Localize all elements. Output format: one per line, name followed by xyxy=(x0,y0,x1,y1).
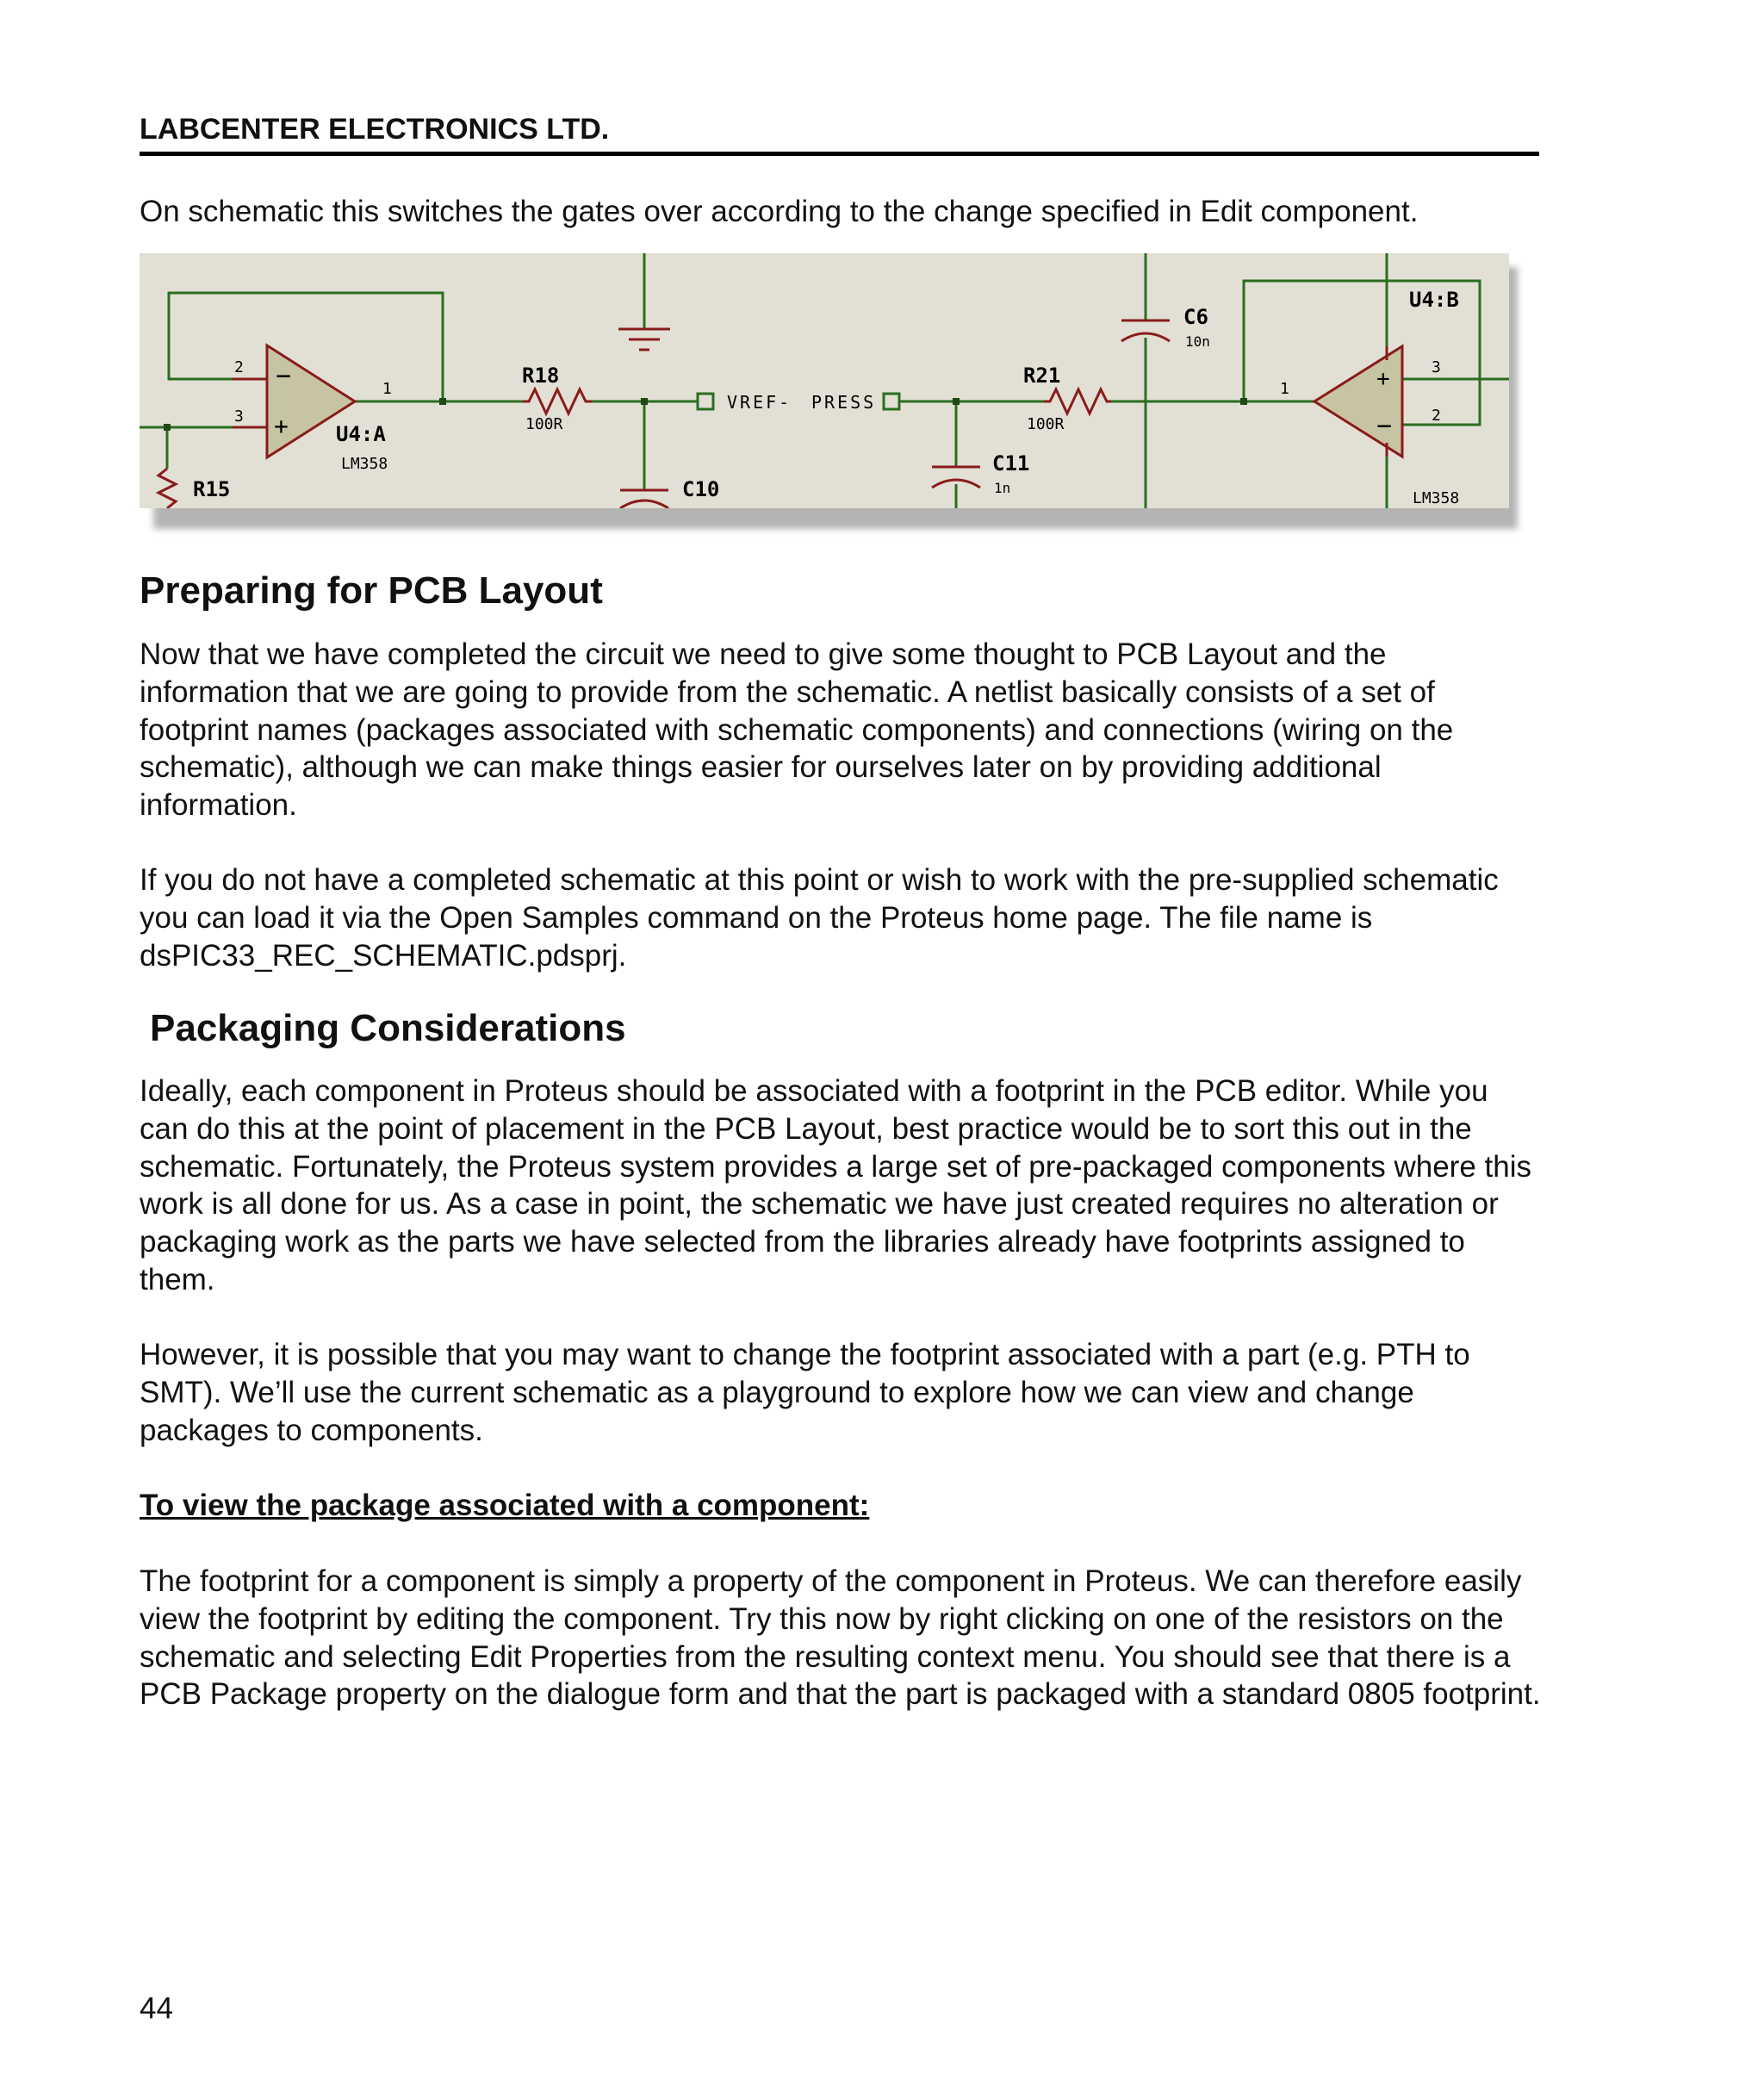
c6-label: C6 xyxy=(1183,305,1208,329)
section-title-pcb-layout: Preparing for PCB Layout xyxy=(140,569,603,612)
pin-label: 3 xyxy=(1432,358,1441,376)
junction xyxy=(1240,398,1247,405)
paragraph: Ideally, each component in Proteus should be associated with a footprint in the PCB editor. While you can do this at the point of placement in the PCB Layout, best practice would be to sort this out in the schematic. Fortunately, the Proteus system provides a large set of pre-packaged components where this work is all done for us. As a case in point, the schematic we have just created requires no alteration or packaging work as the parts we have selected from the libraries already have footprints assigned to them. xyxy=(140,1074,1531,1296)
junction xyxy=(953,398,960,405)
schematic-figure xyxy=(140,253,1518,532)
u4b-part: LM358 xyxy=(1413,489,1460,507)
page-header: LABCENTER ELECTRONICS LTD. xyxy=(140,112,1539,156)
u4b-label: U4:B xyxy=(1409,288,1459,312)
junction xyxy=(439,398,446,405)
paragraph: The footprint for a component is simply a property of the component in Proteus. We can therefore easily view the footprint by editing the component. Try this now by right clicking on one of the resistors on the schematic and selecting Edit Properties from the resulting context menu. You should see that there is a PCB Package property on the dialogue form and that the part is packaged with a standard 0805 footprint. xyxy=(140,1564,1541,1712)
intro-text: On schematic this switches the gates over according to the change specified in Edit component. xyxy=(140,195,1419,228)
u4b-plus: + xyxy=(1376,366,1390,392)
subheading-view-package: To view the package associated with a component: xyxy=(140,1489,870,1522)
pin-label: 1 xyxy=(382,380,392,398)
pin-label: 1 xyxy=(1280,380,1289,398)
paragraph: However, it is possible that you may want to change the footprint associated with a part (e.g. PTH to SMT). We’ll use the current schematic as a playground to explore how we can view and change packages to components. xyxy=(140,1338,1470,1447)
r21-value: 100R xyxy=(1027,415,1065,433)
c10-label: C10 xyxy=(682,477,720,501)
section-title-packaging: Packaging Considerations xyxy=(150,1007,626,1049)
paragraph: Now that we have completed the circuit we need to give some thought to PCB Layout and the information that we are going to provide from the schematic. A netlist basically consists of a set of footprint names (packages associated with schematic components) and connections (wiring on the schematic), although we can make things easier for ourselves later on by providing additional information. xyxy=(140,637,1454,823)
pin-label: 2 xyxy=(234,358,244,376)
c11-label: C11 xyxy=(992,451,1030,476)
pin-label: 3 xyxy=(234,407,244,426)
u4a-part: LM358 xyxy=(341,455,388,473)
u4a-plus: + xyxy=(274,412,289,440)
schematic-svg xyxy=(140,253,1509,508)
pin-label: 2 xyxy=(1432,407,1441,425)
c6-value: 10n xyxy=(1185,333,1210,350)
junction xyxy=(641,398,648,405)
page-number: 44 xyxy=(140,1992,173,2025)
r15-label: R15 xyxy=(193,477,231,501)
u4a-label: U4:A xyxy=(336,422,386,446)
r18-value: 100R xyxy=(525,415,563,433)
r21-label: R21 xyxy=(1023,364,1061,388)
vref-label: VREF- xyxy=(727,392,792,413)
junction xyxy=(164,424,171,431)
press-label: PRESS xyxy=(811,392,877,413)
c11-value: 1n xyxy=(994,480,1011,496)
u4b-minus: − xyxy=(1376,411,1393,441)
r18-label: R18 xyxy=(522,364,560,388)
u4a-minus: − xyxy=(276,361,292,391)
paragraph: If you do not have a completed schematic at this point or wish to work with the pre-supplied schematic you can load it via the Open Samples command on the Proteus home page. The file name is dsPIC33_REC_SCHEMATIC.pdsprj. xyxy=(140,863,1499,973)
